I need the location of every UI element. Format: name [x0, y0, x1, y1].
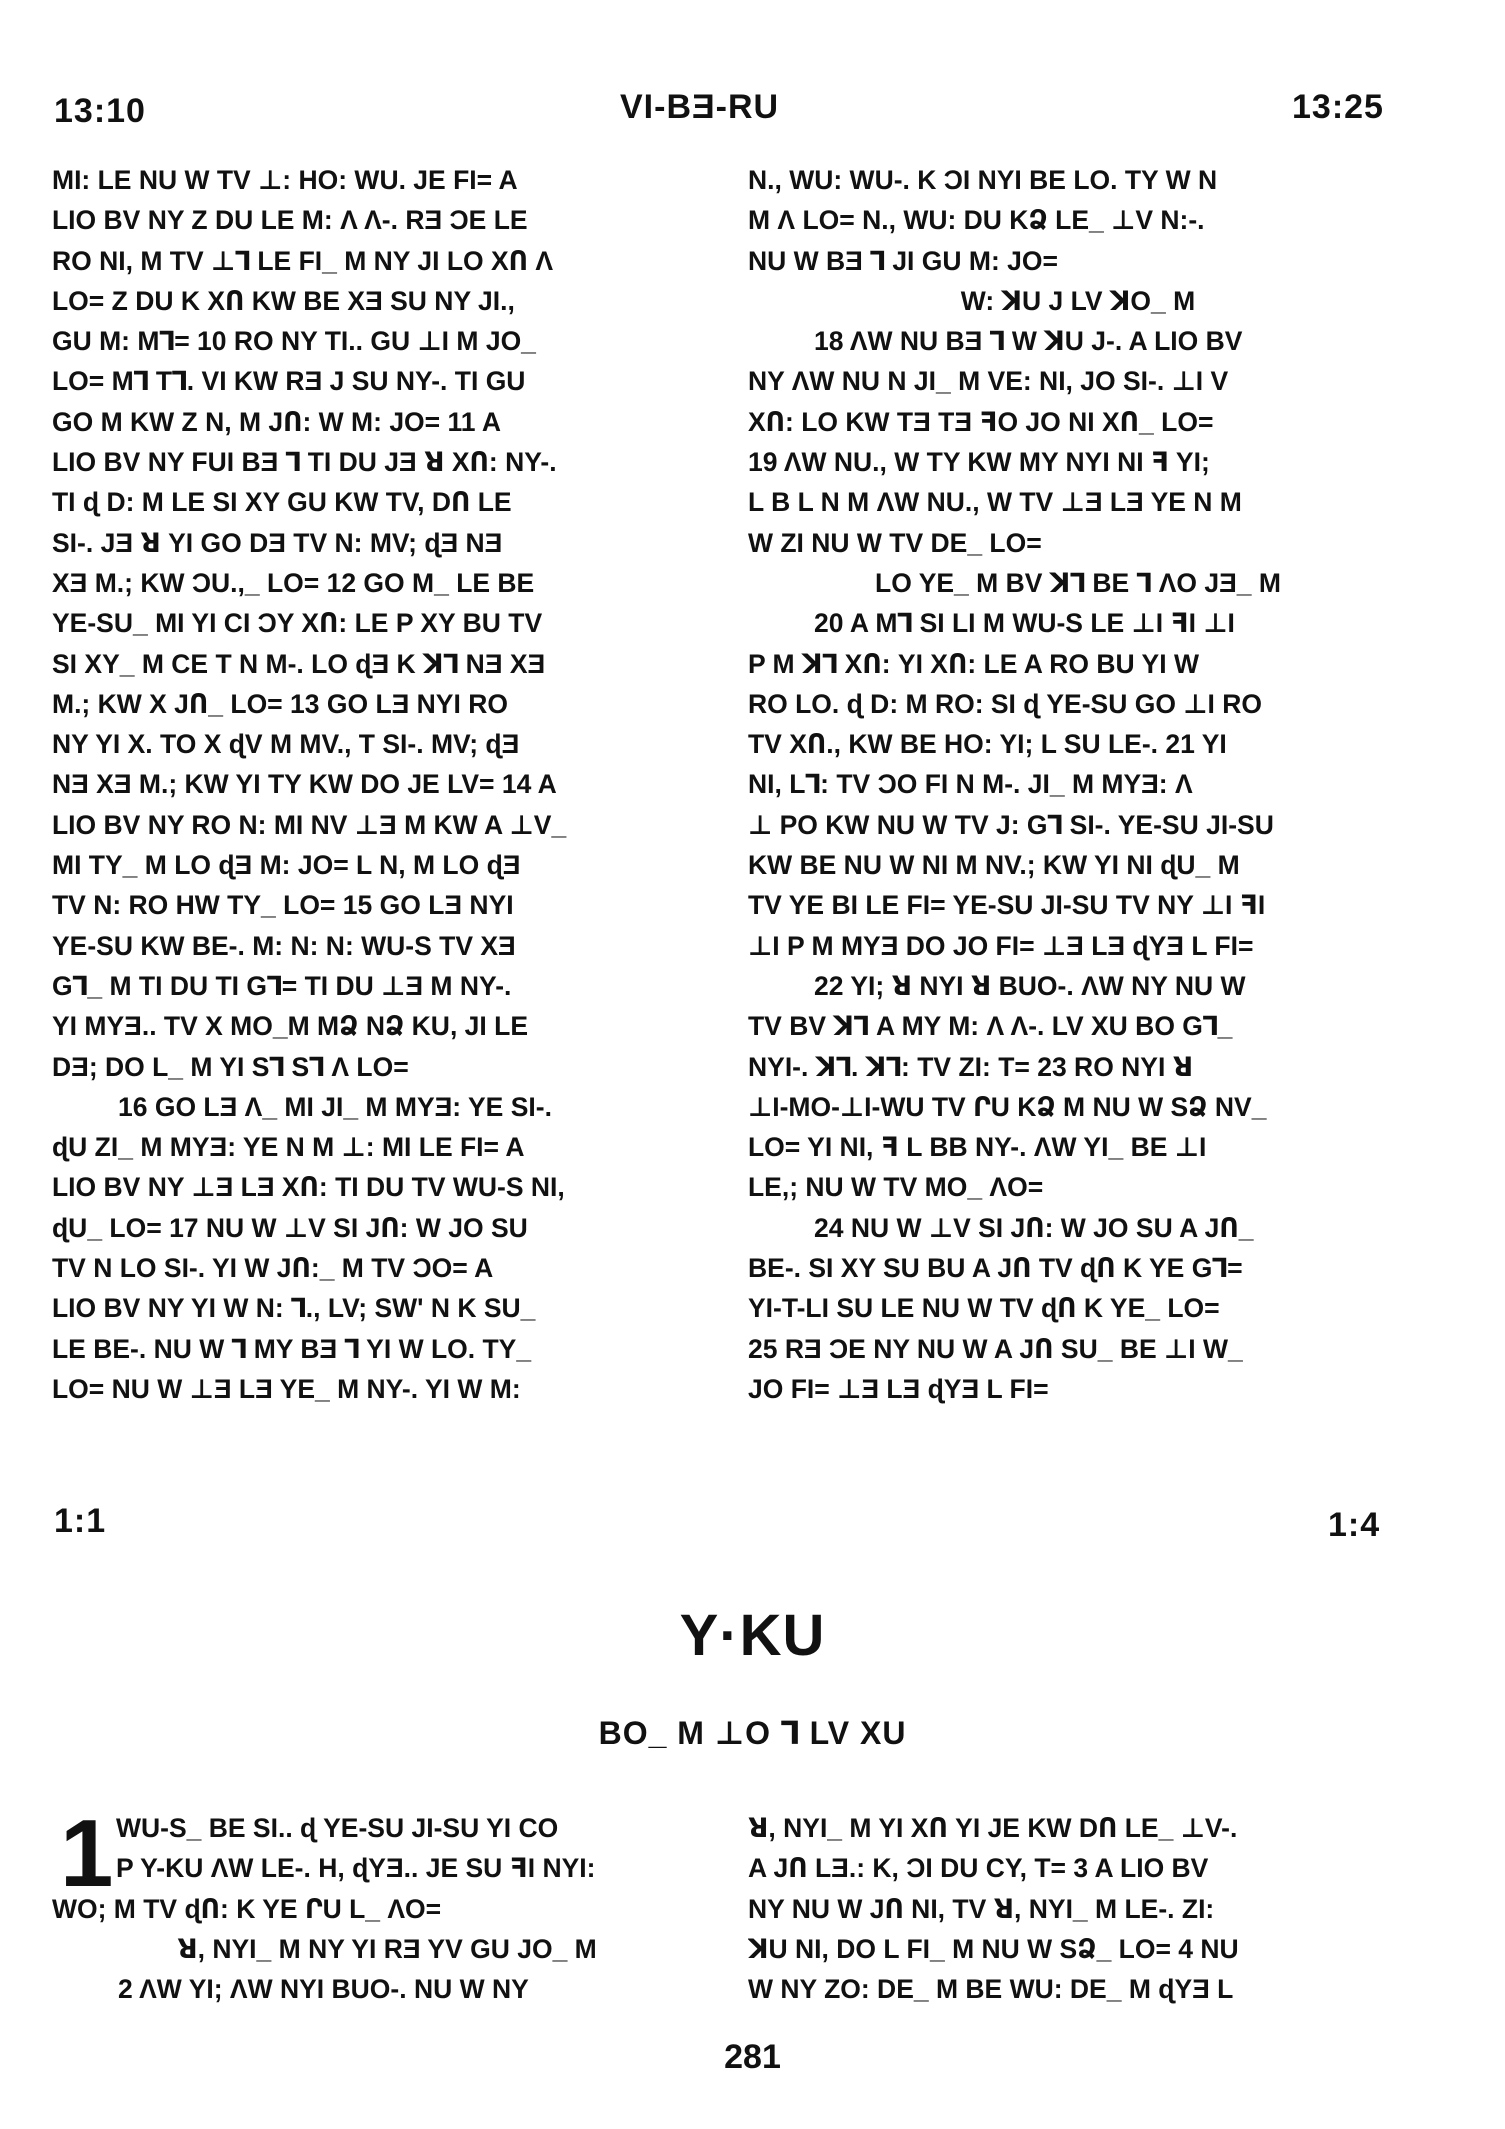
text-line: ⊥I-MO-⊥I-WU TV ՐU KՁ M NU W SՁ NV_ [748, 1091, 1267, 1122]
text-line: YI MYƎ.. TV X MO_M MՁ NՁ KU, JI LE [52, 1011, 528, 1042]
text-line: TV XՈ., KW BE HO: YI; L SU LE-. 21 YI [748, 729, 1227, 760]
text-line: YI-T-LI SU LE NU W TV ɖՈ K YE_ LO= [748, 1293, 1220, 1324]
book-subtitle: BO_ M ⊥O ⅂ LV XU [598, 1715, 907, 1751]
section-right-ref: 1:4 [1328, 1506, 1381, 1544]
text-line: KW BE NU W NI M NV.; KW YI NI ɖU_ M [748, 850, 1240, 881]
text-line: LE,; NU W TV MO_ ΛO= [748, 1172, 1044, 1203]
text-line: M Λ LO= N., WU: DU KՁ LE_ ⊥V N:-. [748, 205, 1205, 236]
text-line: ꓘU NI, DO L FI_ M NU W SՁ_ LO= 4 NU [748, 1933, 1239, 1964]
text-line: YE-SU KW BE-. M: N: N: WU-S TV XƎ [52, 930, 516, 961]
text-line: YE-SU_ MI YI CI ƆY XՈ: LE P XY BU TV [52, 608, 543, 639]
chapter-dropcap: 1 [60, 1800, 114, 1907]
text-line: LO= Z DU K XՈ KW BE XƎ SU NY JI., [52, 285, 515, 316]
page-number: 281 [724, 2038, 781, 2076]
text-line: BE-. SI XY SU BU A JՈ TV ɖՈ K YE G⅂= [748, 1253, 1243, 1284]
text-line: P M ꓘ⅂ XՈ: YI XՈ: LE A RO BU YI W [748, 648, 1199, 679]
section-left-ref: 1:1 [54, 1502, 107, 1540]
text-line: W ZI NU W TV DE_ LO= [748, 527, 1042, 558]
text-line: XՈ: LO KW TƎ TƎ ꟻO JO NI XՈ_ LO= [748, 406, 1214, 437]
text-line: 18 ΛW NU BƎ ⅂ W ꓘU J-. A LIO BV [814, 326, 1243, 357]
text-line: GO M KW Z N, M JՈ: W M: JO= 11 A [52, 406, 502, 437]
text-line: LO= YI NI, ꟻ L BB NY-. ΛW YI_ BE ⊥I [748, 1132, 1207, 1163]
text-line: TV N LO SI-. YI W JՈ:_ M TV ƆO= A [52, 1253, 494, 1284]
text-line: RO NI, M TV ⊥⅂ LE FI_ M NY JI LO XՈ Λ [52, 245, 554, 276]
text-line: LE BE-. NU W ⅂ MY BƎ ⅂ YI W LO. TY_ [52, 1333, 532, 1364]
text-line: 19 ΛW NU., W TY KW MY NYI NI ꟻ YI; [748, 447, 1210, 478]
section-heading: W: ꓘU J LV ꓘO_ M [960, 285, 1196, 316]
text-line: 20 A M⅂ SI LI M WU-S LE ⊥I ꟻI ⊥I [814, 608, 1235, 639]
text-line: WU-S_ BE SI.. ɖ YE-SU JI-SU YI CO [116, 1813, 559, 1843]
text-line: MI: LE NU W TV ⊥: HO: WU. JE FI= A [52, 165, 518, 195]
text-line: P Y-KU ΛW LE-. H, ɖYƎ.. JE SU ꟻI NYI: [116, 1853, 596, 1884]
text-line: RO LO. ɖ D: M RO: SI ɖ YE-SU GO ⊥I RO [748, 688, 1262, 719]
top-left-column [52, 160, 722, 1409]
text-line: TV N: RO HW TY_ LO= 15 GO LƎ NYI [52, 890, 514, 921]
text-line: NƎ XƎ M.; KW YI TY KW DO JE LV= 14 A [52, 769, 557, 800]
text-line: ɖU_ LO= 17 NU W ⊥V SI JՈ: W JO SU [52, 1212, 528, 1243]
text-line: MI TY_ M LO ɖƎ M: JO= L N, M LO ɖƎ [52, 850, 521, 881]
text-line: M.; KW X JՈ_ LO= 13 GO LƎ NYI RO [52, 688, 508, 719]
text-line: NY ΛW NU N JI_ M VE: NI, JO SI-. ⊥I V [748, 366, 1229, 397]
text-line: WO; M TV ɖՈ: K YE ՐU L_ ΛO= [52, 1893, 442, 1924]
header-left-ref: 13:10 [54, 92, 146, 130]
text-line: 2 ΛW YI; ΛW NYI BUO-. NU W NY [118, 1974, 529, 2005]
text-line: LIO BV NY FUI BƎ ⅂ TI DU JƎ ꓤ XՈ: NY-. [52, 447, 557, 478]
text-line: ⊥I P M MYƎ DO JO FI= ⊥Ǝ LƎ ɖYƎ L FI= [748, 930, 1254, 961]
text-line: N., WU: WU-. K ƆI NYI BE LO. TY W N [748, 165, 1218, 195]
text-line: A JՈ LƎ.: K, ƆI DU CY, T= 3 A LIO BV [748, 1853, 1209, 1884]
bottom-left-column [52, 1800, 722, 2009]
text-line: ⊥ PO KW NU W TV J: G⅂ SI-. YE-SU JI-SU [748, 809, 1274, 840]
text-line: NU W BƎ ⅂ JI GU M: JO= [748, 245, 1058, 276]
top-right-column [748, 160, 1408, 1409]
section-heading: ꓤ, NYI_ M NY YI RƎ YV GU JO_ M [177, 1933, 597, 1964]
text-line: SI XY_ M CE T N M-. LO ɖƎ K ꓘ⅂ NƎ XƎ [52, 648, 546, 679]
section-heading: LO YE_ M BV ꓘ⅂ BE ⅂ ΛO JƎ_ M [875, 567, 1281, 598]
text-line: SI-. JƎ ꓤ YI GO DƎ TV N: MV; ɖƎ NƎ [52, 527, 503, 558]
text-line: NY NU W JՈ NI, TV ꓤ, NYI_ M LE-. ZI: [748, 1893, 1215, 1924]
text-line: TV BV ꓘ⅂ A MY M: Λ Λ-. LV XU BO G⅂_ [748, 1011, 1233, 1042]
text-line: LIO BV NY YI W N: ⅂., LV; SW' N K SU_ [52, 1293, 536, 1324]
text-line: LIO BV NY ⊥Ǝ LƎ XՈ: TI DU TV WU-S NI, [52, 1172, 565, 1203]
text-line: TV YE BI LE FI= YE-SU JI-SU TV NY ⊥I ꟻI [748, 890, 1266, 921]
text-line: L B L N M ΛW NU., W TV ⊥Ǝ LƎ YE N M [748, 487, 1242, 518]
text-line: TI ɖ D: M LE SI XY GU KW TV, DՈ LE [52, 487, 512, 518]
text-line: JO FI= ⊥Ǝ LƎ ɖYƎ L FI= [748, 1373, 1049, 1404]
text-line: 24 NU W ⊥V SI JՈ: W JO SU A JՈ_ [814, 1212, 1254, 1243]
text-line: 25 RƎ ƆE NY NU W A JՈ SU_ BE ⊥I W_ [748, 1333, 1243, 1364]
text-line: ꓤ, NYI_ M YI XՈ YI JE KW DՈ LE_ ⊥V-. [748, 1813, 1238, 1843]
header-right-ref: 13:25 [1292, 88, 1384, 126]
bottom-right-column [748, 1808, 1408, 2009]
header-book-title: VI-BƎ-RU [620, 88, 780, 126]
text-line: 22 YI; ꓤ NYI ꓤ BUO-. ΛW NY NU W [814, 970, 1246, 1001]
text-line: GU M: M⅂= 10 RO NY TI.. GU ⊥I M JO_ [52, 326, 536, 357]
text-line: LIO BV NY Z DU LE M: Λ Λ-. RƎ ƆE LE [52, 205, 528, 236]
text-line: NI, L⅂: TV ƆO FI N M-. JI_ M MYƎ: Λ [748, 769, 1193, 800]
text-line: ɖU ZI_ M MYƎ: YE N M ⊥: MI LE FI= A [52, 1132, 525, 1163]
text-line: G⅂_ M TI DU TI G⅂= TI DU ⊥Ǝ M NY-. [52, 970, 512, 1001]
text-line: LIO BV NY RO N: MI NV ⊥Ǝ M KW A ⊥V_ [52, 809, 567, 840]
text-line: NY YI X. TO X ɖV M MV., T SI-. MV; ɖƎ [52, 729, 520, 760]
text-line: DƎ; DO L_ M YI S⅂ S⅂ Λ LO= [52, 1051, 409, 1082]
book-title: Y·KU [679, 1603, 826, 1668]
text-line: LO= M⅂ T⅂. VI KW RƎ J SU NY-. TI GU [52, 366, 526, 397]
text-line: NYI-. ꓘ⅂. ꓘ⅂: TV ZI: T= 23 RO NYI ꓤ [748, 1051, 1194, 1082]
text-line: LO= NU W ⊥Ǝ LƎ YE_ M NY-. YI W M: [52, 1373, 521, 1404]
text-line: XƎ M.; KW ƆU.,_ LO= 12 GO M_ LE BE [52, 567, 535, 598]
text-line: 16 GO LƎ Λ_ MI JI_ M MYƎ: YE SI-. [118, 1091, 552, 1122]
text-line: W NY ZO: DE_ M BE WU: DE_ M ɖYƎ L [748, 1974, 1234, 2005]
